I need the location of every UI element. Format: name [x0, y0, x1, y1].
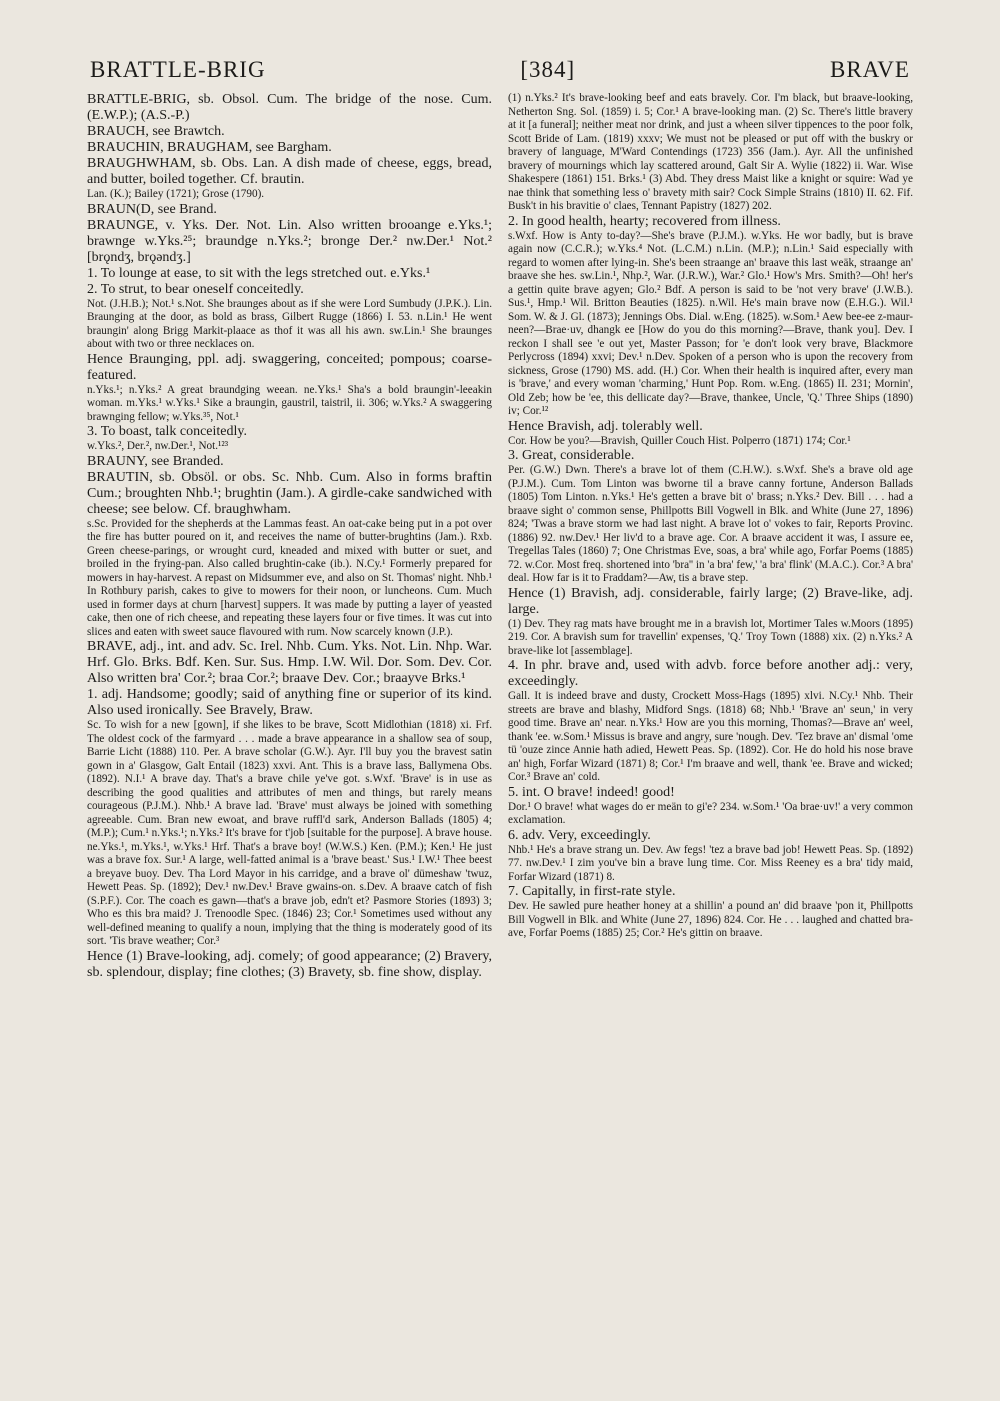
citation-block: n.Yks.¹; n.Yks.² A great braundging weean. ne.Yks.¹ Sha's a bold braungin'-leeakin woman. m.Yks.¹ w.Yks.¹ Sike a braungin, gaustril, taistril, ii. 306; w.Yks.² A swaggering brawnging fellow; w.Yks.³⁵, Not.¹	[87, 383, 492, 423]
entry-paragraph: BRAUN(D, see Brand.	[87, 201, 217, 217]
entry-paragraph: 3. To boast, talk conceitedly.	[87, 424, 247, 439]
entry-paragraph: BRAUCHIN, BRAUGHAM, see Bargham.	[87, 140, 332, 155]
right-column	[508, 92, 913, 1307]
entry-paragraph: BRAUNGE, v. Yks. Der. Not. Lin. Also written brooange e.Yks.¹; brawnge w.Yks.²⁵; braundge n.Yks.²; bronge Der.² nw.Der.¹ Not.² [brǫndʒ, brǫəndʒ.]	[87, 217, 492, 265]
entry-paragraph: 7. Capitally, in first-rate style.	[508, 884, 676, 899]
citation-block: Gall. It is indeed brave and dusty, Crockett Moss-Hags (1895) xlvi. N.Cy.¹ Nhb. Their streets are brave and blashy, Midford Sngs. (1818) 68; Nhb.¹ 'Brave an' seun,' in very good time. Brave an' near. n.Yks.¹ How are you this morning, Thomas?—Brave an' weel, thank 'ee. w.Som.¹ Missus is brave and angry, sure 'nough. Dev. 'Tez brave an' dismal 'ome tü 'ouze zince Annie hath adied, Hewett Peas. Sp. (1892). Cor. He do hold his nose brave an' high, Forfar Wizard (1871) 8; Cor.¹ I'm braave and well, thank 'ee. Brave and wicked; Cor.³ Brave an' cold.	[508, 690, 913, 783]
citation-block: w.Yks.², Der.², nw.Der.¹, Not.¹²³	[87, 440, 229, 452]
running-head	[90, 54, 910, 86]
citation-block: (1) n.Yks.² It's brave-looking beef and eats bravely. Cor. I'm black, but braave-looking, Netherton Sng. Sol. (1859) i. 5; Cor.¹ A brave-looking man. (2) Sc. There's little bravery at it [a funeral]; neither meat nor drink, and just a wheen silver tippences to the poor folk, Scott Bride of Lam. (1819) xxxv; We must not be pleased or put off with the buskry or bravery of language, M'Ward Contendings (1723) 356 (Jam.). Ayr. All the unfinished bravery of mournings which lay scattered around, Galt Sir A. Wylie (1822) ii. War. Wise Shakespere (1861) 151. Brks.¹ (3) Abd. They dress Maist like a knight or squire: Wad ye nae think that something less o' bravety mith sair? Cock Simple Strains (1810) II. 62. Fif. Busk't in his bravitie o' claes, Tennant Papistry (1827) 202.	[508, 92, 913, 212]
entry-paragraph: 5. int. O brave! indeed! good!	[508, 784, 675, 800]
entry-paragraph: BRATTLE-BRIG, sb. Obsol. Cum. The bridge of the nose. Cum. (E.W.P.); (A.S.-P.)	[87, 92, 492, 123]
citation-block: Not. (J.H.B.); Not.¹ s.Not. She braunges about as if she were Lord Sumbudy (J.P.K.). Lin. Braunging at the door, as bold as brass, Gilbert Rugge (1866) I. 53. n.Lin.¹ He went braungin' along Brigg Markit-plaace as thof it was all his awn. sw.Lin.¹ She braunges about with two or three necklaces on.	[87, 297, 492, 350]
entry-paragraph: BRAUCH, see Brawtch.	[87, 124, 225, 139]
entry-paragraph: Hence (1) Brave-looking, adj. comely; of good appearance; (2) Bravery, sb. splendour, display; fine clothes; (3) Bravety, sb. fine show, display.	[87, 948, 492, 980]
citation-block: Dev. He sawled pure heather honey at a shillin' a pound an' did braave 'pon it, Phillpotts Bill Vogwell in Blk. and White (June 27, 1896) 824. Cor. He . . . laughed and chatted bra-ave, Forfar Poems (1885) 25; Cor.² He's gittin on braave.	[508, 900, 913, 939]
citation-block: Lan. (K.); Bailey (1721); Grose (1790).	[87, 188, 265, 200]
entry-paragraph: 1. To lounge at ease, to sit with the legs stretched out. e.Yks.¹	[87, 265, 431, 281]
entry-paragraph: BRAUNY, see Branded.	[87, 453, 224, 469]
entry-paragraph: BRAVE, adj., int. and adv. Sc. Irel. Nhb. Cum. Yks. Not. Lin. Nhp. War. Hrf. Glo. Brks. Bdf. Ken. Sur. Sus. Hmp. I.W. Wil. Dor. Som. Dev. Cor. Also written bra' Cor.²; braa Cor.²; braave Dev. Cor.; braayve Brks.¹	[87, 639, 492, 686]
citation-block: Dor.¹ O brave! what wages do er meän to gi'e? 234. w.Som.¹ 'Oa brae·uv!' a very common exclamation.	[508, 800, 913, 826]
page-number: [384]	[520, 57, 576, 82]
entry-paragraph: Hence Bravish, adj. tolerably well.	[508, 418, 703, 434]
entry-paragraph: 3. Great, considerable.	[508, 448, 635, 463]
entry-paragraph: 4. In phr. brave and, used with advb. force before another adj.: very, exceedingly.	[508, 658, 913, 689]
citation-block: Nhb.¹ He's a brave strang un. Dev. Aw fegs! 'tez a brave bad job! Hewett Peas. Sp. (1892) 77. nw.Dev.¹ I zim you've bin a brave lung time. Cor. Miss Reeney es a bra' tidy maid, Forfar Wizard (1871) 8.	[508, 843, 913, 883]
citation-block: (1) Dev. They rag mats have brought me in a bravish lot, Mortimer Tales w.Moors (1895) 219. Cor. A bravish sum for travellin' expenses, 'Q.' Troy Town (1888) xix. (2) n.Yks.² A brave-like lot [assemblage].	[508, 617, 913, 657]
entry-paragraph: 6. adv. Very, exceedingly.	[508, 827, 651, 843]
citation-block: s.Sc. Provided for the shepherds at the Lammas feast. An oat-cake being put in a pot over the fire has butter poured on it, and receives the name of butter-brughtins (Jam.). Rxb. Green cheese-parings, or wrought curd, kneaded and mixed with butter or suet, and broiled in the frying-pan. Also called brughtin-cake (ib.). N.Cy.¹ Formerly prepared for mowers in hay-harvest. A repast on Midsummer eve, and also on St. Thomas' night. Nhb.¹ In Rothbury parish, cakes to give to mowers for their noon, or luncheons. Cum. Much used in former days at churn [harvest] suppers. It was made by putting a layer of yeasted cake, then one of rich cheese, and repeating these layers four or five times. It was cut into slices and eaten with sweet sauce flavoured with rum. Now scarcely known (J.P.).	[87, 517, 492, 638]
citation-block: Cor. How be you?—Bravish, Quiller Couch Hist. Polperro (1871) 174; Cor.¹	[508, 434, 851, 447]
left-guide-word: BRATTLE-BRIG	[90, 57, 266, 82]
entry-paragraph: 2. In good health, hearty; recovered from illness.	[508, 213, 781, 229]
entry-paragraph: 2. To strut, to bear oneself conceitedly.	[87, 281, 304, 297]
entry-paragraph: BRAUTIN, sb. Obsöl. or obs. Sc. Nhb. Cum. Also in forms braftin Cum.; broughten Nhb.¹; brughtin (Jam.). A girdle-cake sandwiched with cheese; see below. Cf. braughwham.	[87, 469, 492, 517]
entry-paragraph: BRAUGHWHAM, sb. Obs. Lan. A dish made of cheese, eggs, bread, and butter, boiled together. Cf. brautin.	[87, 156, 492, 187]
entry-paragraph: Hence (1) Bravish, adj. considerable, fairly large; (2) Brave-like, adj. large.	[508, 585, 913, 617]
citation-block: Per. (G.W.) Dwn. There's a brave lot of them (C.H.W.). s.Wxf. She's a brave old age (P.J.M.). Cum. Tom Linton was bworne til a brave canny fortune, Anderson Ballads (1805) Tom Linton. n.Yks.¹ He's getten a brave bit o' brass; n.Yks.² Dev. Bill . . . had a braave sight o' common sense, Phillpotts Bill Vogwell in Blk. and White (June 27, 1896) 824; 'Twas a brave storm we had last night. A brave lot o' vokes to fair, Reports Provinc. (1886) 92. nw.Dev.¹ Her liv'd to a brave age. Cor. A braave accident it was, I assure ee, Tregellas Tales (1860) 7; One Christmas Eve, soas, a bra' while ago, Forfar Poems (1885) 72. w.Cor. Most freq. shortened into 'bra'' in 'a bra' few,' 'a bra' flink' (M.A.C.). Cor.³ A bra' deal. How far is it to Fraddam?—Aw, tis a brave step.	[508, 464, 913, 584]
entry-paragraph: Hence Braunging, ppl. adj. swaggering, conceited; pompous; coarse-featured.	[87, 351, 492, 383]
entry-paragraph: 1. adj. Handsome; goodly; said of anything fine or superior of its kind. Also used ironically. See Bravely, Braw.	[87, 687, 492, 718]
right-guide-word: BRAVE	[829, 57, 910, 82]
left-column	[87, 92, 492, 1307]
citation-block: s.Wxf. How is Anty to-day?—She's brave (P.J.M.). w.Yks. He wor badly, but is brave again now (C.C.R.); w.Yks.⁴ Not. (L.C.M.) n.Lin. (M.P.); n.Lin.¹ Said especially with regard to women after lying-in. She's been straange an' braave this last weäk, straange an' braave she hes. sw.Lin.¹, Nhp.², War. (J.R.W.), War.² Glo.¹ How's Mrs. Smith?—Oh! her's a gettin quite brave agyen; Glo.² Bdf. A person is said to be 'not very brave' (J.W.B.). Sus.¹, Hmp.¹ Wil. Britton Beauties (1825). n.Wil. He's main brave now (E.H.G.). Wil.¹ Som. W. & J. Gl. (1873); Jennings Obs. Dial. w.Eng. (1825). w.Som.¹ Aew bee-ee z-maur-neen?—Brae·uv, dhangk ee [How do you do this morning?—Brave, thank you]. Dev. I reckon I shall see 'e out yet, Master Passon; for 'e don't look very brave, Blackmore Perlycross (1894) xxvi; Dev.¹ n.Dev. Spoken of a person who is upon the recovery from sickness, Grose (1790) MS. add. (H.) Cor. When their health is inquired after, every man is 'brave,' and every woman 'charming,' Hunt Pop. Rom. w.Eng. (1865) II. 231; Mornin', Old Zeb; how be 'ee, this dellicate day?—Brave, thankee, Uncle, 'Q.' Three Ships (1890) iv; Cor.¹²	[508, 229, 913, 417]
citation-block: Sc. To wish for a new [gown], if she likes to be brave, Scott Midlothian (1818) xi. Frf. The oldest cock of the farmyard . . . made a brave appearance in a shallow sea of soup, Barrie Licht (1888) 110. Per. A brave scholar (G.W.). Ayr. I'll buy you the bravest satin gown in a' Glasgow, Galt Entail (1823) xxvi. Ant. This is a brave lass, Ballymena Obs. (1892). N.I.¹ A brave day. That's a brave chile ye've got. s.Wxf. 'Brave' is in use as describing the good qualities and attributes of men and things, but rarely means courageous (P.J.M.). Nhb.¹ A brave lad. 'Brave' must always be joined with something agreeable. Cum. Bran new ewoat, and brave ruffl'd sark, Anderson Ballads (1805) 4; (M.P.); Cum.¹ n.Yks.¹; n.Yks.² It's brave for t'job [suitable for the purpose]. A brave house. ne.Yks.¹, m.Yks.¹, w.Yks.¹ Hrf. That's a brave boy! (W.W.S.) Ken. (P.M.); Ken.¹ He just was a brave fox. Sur.¹ A large, well-fatted animal is a 'brave beast.' Sus.¹ I.W.¹ Thee beest a breyave buoy. Dev. Tha Lord Mayor in his carridge, and a brave ol' dümeshaw 'twuz, Hewett Peas. Sp. (1892); Dev.¹ nw.Dev.¹ Brave gwains-on. s.Dev. A braave catch of fish (S.P.F.). Cor. The coach es gawn—that's a brave job, edn't et? Pasmore Stories (1893) 3; Who es this bra maid? J. Trenoodle Spec. (1846) 23; Cor.¹ Sometimes used without any well-defined meaning to qualify a noun, implying that the thing is moderately good of its sort. 'Tis brave weather; Cor.³	[87, 719, 492, 947]
